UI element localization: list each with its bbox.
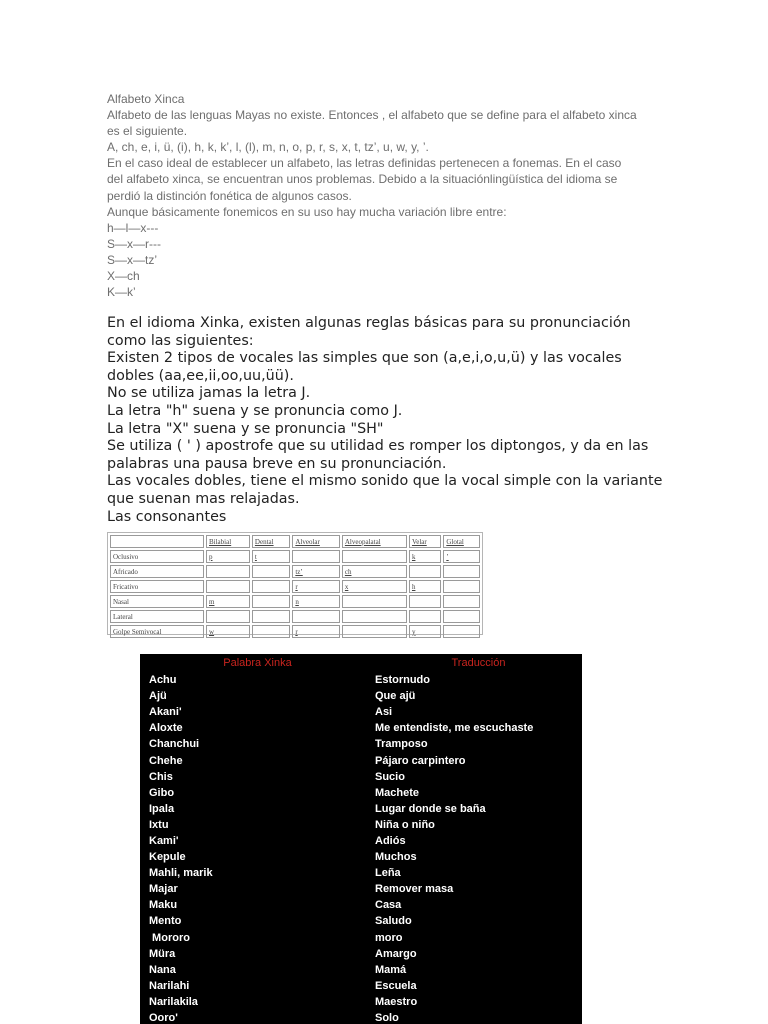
translation: Maestro <box>375 995 418 1008</box>
vocabulary-row <box>140 1010 582 1024</box>
consonants-header-cell: Bilabial <box>206 535 250 548</box>
vocabulary-row <box>140 769 582 785</box>
consonants-row-label: Nasal <box>110 595 204 608</box>
consonants-cell <box>252 580 290 593</box>
consonants-cell: k <box>409 550 441 563</box>
consonants-header-cell: Velar <box>409 535 441 548</box>
consonants-cell: n <box>292 595 340 608</box>
header-word: Palabra Xinka <box>223 657 292 669</box>
consonants-cell: w <box>206 625 250 638</box>
consonants-row <box>110 625 480 638</box>
consonants-cell <box>409 595 441 608</box>
consonants-cell: p <box>206 550 250 563</box>
xinka-word: Chanchui <box>149 738 200 751</box>
consonants-cell: r <box>292 580 340 593</box>
consonants-cell <box>342 625 407 638</box>
vocabulary-row <box>140 897 582 913</box>
xinka-word: Müra <box>149 947 176 960</box>
translation: moro <box>375 931 403 944</box>
vocabulary-row <box>140 881 582 897</box>
consonants-cell <box>342 610 407 623</box>
vocabulary-row <box>140 801 582 817</box>
intro-line: En el caso ideal de establecer un alfabeto, las letras definidas pertenecen a fonemas. En el caso <box>107 156 622 171</box>
vocabulary-row <box>140 688 582 704</box>
rule-paragraph: Las vocales dobles, tiene el mismo sonido que la vocal simple con la variante que suenan mas relajadas. <box>107 473 663 507</box>
vocabulary-row <box>140 736 582 752</box>
consonants-cell <box>292 550 340 563</box>
vocabulary-row <box>140 833 582 849</box>
intro-title: Alfabeto Xinca <box>107 92 185 106</box>
consonants-cell <box>206 610 250 623</box>
consonants-cell <box>292 610 340 623</box>
vocabulary-row <box>140 785 582 801</box>
consonants-cell <box>342 595 407 608</box>
consonants-cell <box>252 625 290 638</box>
consonants-header-cell: Glotal <box>443 535 480 548</box>
header-translation: Traducción <box>451 657 506 669</box>
translation: Lugar donde se baña <box>375 802 486 815</box>
consonants-header-cell: Dental <box>252 535 290 548</box>
xinka-word: Majar <box>149 883 178 896</box>
intro-line: Aunque básicamente fonemicos en su uso hay mucha variación libre entre: <box>107 204 507 219</box>
vocabulary-header <box>140 654 582 672</box>
vocabulary-row <box>140 849 582 865</box>
vocabulary-row <box>140 978 582 994</box>
consonants-table <box>108 533 482 640</box>
consonants-cell <box>206 565 250 578</box>
consonants-row <box>110 610 480 623</box>
intro-line: del alfabeto xinca, se encuentran unos problemas. Debido a la situaciónlingüística del idioma se <box>107 172 618 187</box>
vocabulary-row <box>140 865 582 881</box>
xinka-word: Chehe <box>149 754 183 767</box>
consonants-header-cell: Alveolar <box>292 535 340 548</box>
vocabulary-table <box>140 654 582 1024</box>
translation: Muchos <box>375 851 417 864</box>
xinka-word: Mororo <box>149 931 190 944</box>
consonants-cell: h <box>409 580 441 593</box>
translation: Solo <box>375 1012 399 1024</box>
consonants-cell <box>443 610 480 623</box>
translation: Amargo <box>375 947 417 960</box>
consonants-cell: ch <box>342 565 407 578</box>
rule-paragraph: En el idioma Xinka, existen algunas reglas básicas para su pronunciación como las siguientes: <box>107 315 631 349</box>
consonants-row <box>110 580 480 593</box>
xinka-word: Aloxte <box>149 722 183 735</box>
translation: Me entendiste, me escuchaste <box>375 722 534 735</box>
consonants-cell <box>252 595 290 608</box>
consonants-cell <box>409 610 441 623</box>
intro-section <box>107 91 667 300</box>
xinka-word: Ajü <box>149 690 167 703</box>
xinka-word: Ooro' <box>149 1012 178 1024</box>
consonants-row-label: Golpe Semivocal <box>110 625 204 638</box>
pronunciation-rules <box>107 315 667 526</box>
translation: Tramposo <box>375 738 428 751</box>
intro-line: S—x—r--- <box>107 236 161 251</box>
xinka-word: Akani' <box>149 706 182 719</box>
consonants-cell: x <box>342 580 407 593</box>
vocabulary-row <box>140 817 582 833</box>
xinka-word: Narilakila <box>149 995 198 1008</box>
consonants-table-image <box>107 532 483 635</box>
intro-line: h—l—x--- <box>107 220 159 235</box>
translation: Asi <box>375 706 393 719</box>
xinka-word: Nana <box>149 963 176 976</box>
consonants-row <box>110 595 480 608</box>
consonants-header-cell: Alveopalatal <box>342 535 407 548</box>
xinka-word: Narilahi <box>149 979 190 992</box>
xinka-word: Kami' <box>149 834 179 847</box>
consonants-cell: tz’ <box>292 565 340 578</box>
intro-line: perdió la distinción fonética de algunos casos. <box>107 188 352 203</box>
consonants-cell: y <box>409 625 441 638</box>
rule-paragraph: La letra "X" suena y se pronuncia "SH" <box>107 420 384 437</box>
consonants-cell <box>443 580 480 593</box>
xinka-word: Gibo <box>149 786 175 799</box>
rule-paragraph: La letra "h" suena y se pronuncia como J. <box>107 402 403 419</box>
intro-line: A, ch, e, i, ü, (i), h, k, k’, l, (l), m, n, o, p, r, s, x, t, tz’, u, w, y, ’. <box>107 140 429 155</box>
vocabulary-row <box>140 946 582 962</box>
consonants-row-label: Fricativo <box>110 580 204 593</box>
intro-line: K—k’ <box>107 285 136 300</box>
consonants-cell <box>443 565 480 578</box>
translation: Machete <box>375 786 420 799</box>
translation: Que ajü <box>375 690 416 703</box>
xinka-word: Achu <box>149 674 177 687</box>
consonants-row-label: Africado <box>110 565 204 578</box>
consonants-row-label: Lateral <box>110 610 204 623</box>
translation: Sucio <box>375 770 405 783</box>
consonants-row-label: Oclusivo <box>110 550 204 563</box>
consonants-row <box>110 550 480 563</box>
vocabulary-row <box>140 720 582 736</box>
vocabulary-row <box>140 913 582 929</box>
xinka-word: Kepule <box>149 851 186 864</box>
translation: Estornudo <box>375 674 430 687</box>
consonants-cell <box>252 565 290 578</box>
consonants-cell <box>443 595 480 608</box>
vocabulary-row <box>140 752 582 768</box>
intro-line: Alfabeto de las lenguas Mayas no existe. Entonces , el alfabeto que se define para el alfabeto xinca <box>107 108 637 123</box>
consonants-cell <box>409 565 441 578</box>
translation: Leña <box>375 867 401 880</box>
rule-paragraph: Existen 2 tipos de vocales las simples que son (a,e,i,o,u,ü) y las vocales dobles (aa,ee,ii,oo,uu,üü). <box>107 350 622 384</box>
consonants-header-row <box>110 535 480 548</box>
rule-paragraph: Se utiliza ( ' ) apostrofe que su utilidad es romper los diptongos, y da en las palabras una pausa breve en su pronunciación. <box>107 438 649 472</box>
consonants-cell <box>252 610 290 623</box>
consonants-cell <box>443 625 480 638</box>
xinka-word: Ixtu <box>149 818 169 831</box>
consonants-header-cell <box>110 535 204 548</box>
vocabulary-row <box>140 704 582 720</box>
consonants-cell: r <box>292 625 340 638</box>
intro-line: X—ch <box>107 269 140 284</box>
translation: Niña o niño <box>375 818 435 831</box>
translation: Saludo <box>375 915 412 928</box>
vocabulary-row <box>140 930 582 946</box>
consonants-cell: m <box>206 595 250 608</box>
xinka-word: Mahli, marik <box>149 867 213 880</box>
consonants-cell <box>342 550 407 563</box>
xinka-word: Maku <box>149 899 178 912</box>
xinka-word: Mento <box>149 915 182 928</box>
consonants-row <box>110 565 480 578</box>
consonants-cell: t <box>252 550 290 563</box>
translation: Pájaro carpintero <box>375 754 466 767</box>
translation: Remover masa <box>375 883 454 896</box>
vocabulary-row <box>140 672 582 688</box>
translation: Casa <box>375 899 402 912</box>
translation: Mamá <box>375 963 407 976</box>
translation: Adiós <box>375 834 406 847</box>
translation: Escuela <box>375 979 417 992</box>
rule-paragraph: Las consonantes <box>107 508 227 525</box>
intro-line: es el siguiente. <box>107 124 188 139</box>
vocabulary-row <box>140 962 582 978</box>
rule-paragraph: No se utiliza jamas la letra J. <box>107 385 311 402</box>
xinka-word: Ipala <box>149 802 175 815</box>
intro-line: S—x—tz’ <box>107 252 158 267</box>
consonants-cell: ’ <box>443 550 480 563</box>
xinka-word: Chis <box>149 770 173 783</box>
consonants-cell <box>206 580 250 593</box>
vocabulary-row <box>140 994 582 1010</box>
